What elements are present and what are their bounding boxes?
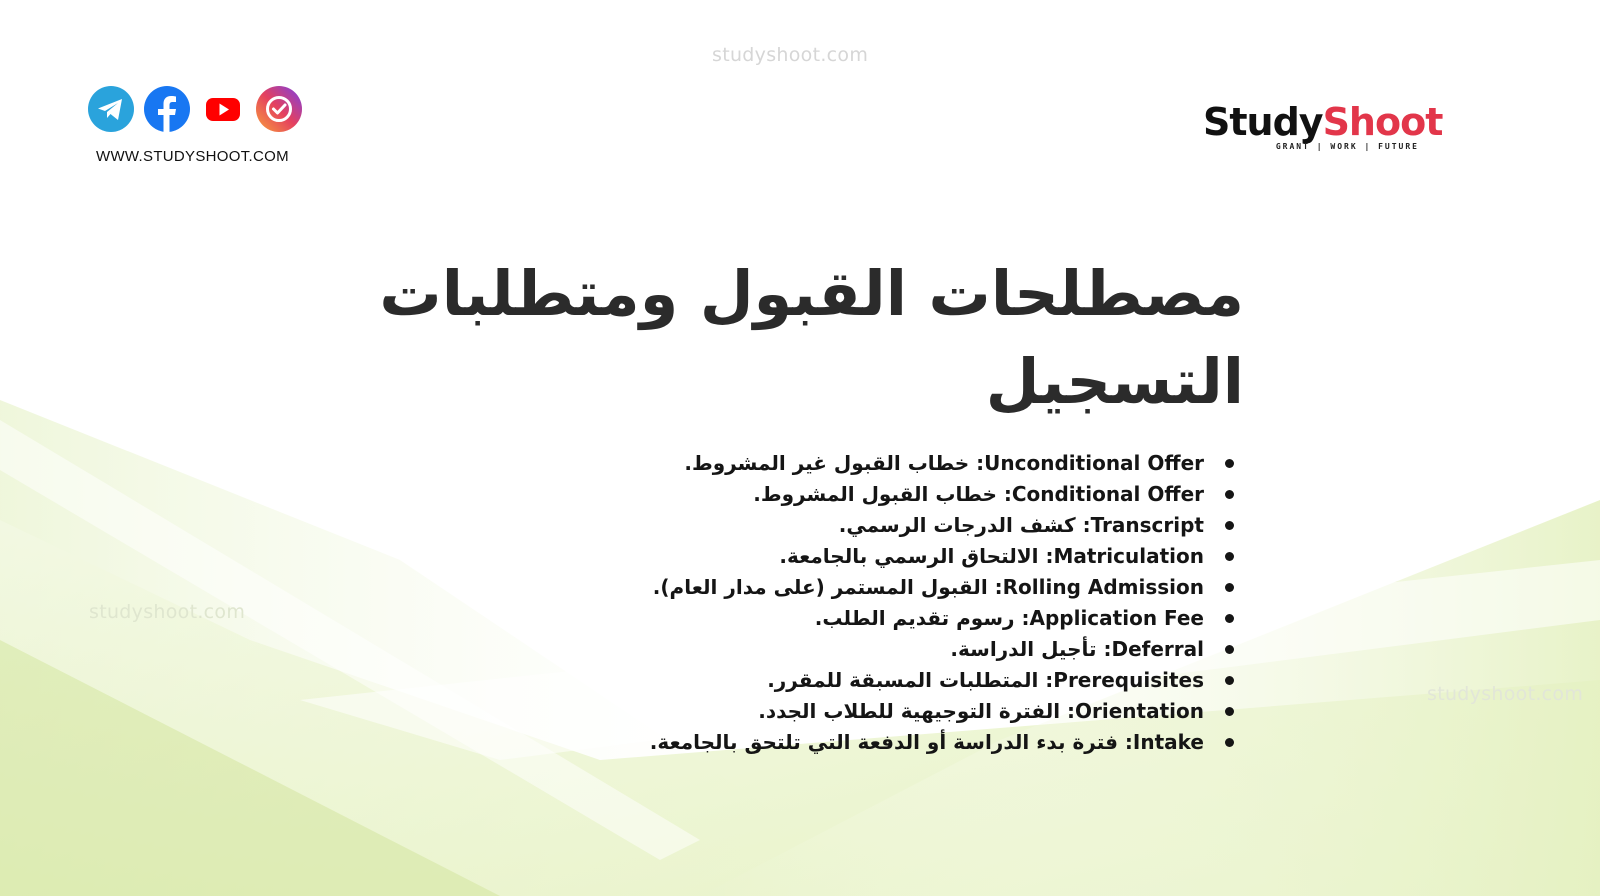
term-en: Unconditional Offer xyxy=(984,451,1204,475)
watermark: studyshoot.com xyxy=(89,601,246,623)
website-url[interactable]: WWW.STUDYSHOOT.COM xyxy=(96,148,289,165)
list-item xyxy=(650,510,1234,541)
term-en: Prerequisites xyxy=(1053,668,1204,692)
page-title: مصطلحات القبول ومتطلبات التسجيل xyxy=(379,257,1244,418)
bullet xyxy=(1225,521,1234,530)
list-item xyxy=(650,665,1234,696)
bullet xyxy=(1225,490,1234,499)
term-ar: : خطاب القبول غير المشروط. xyxy=(684,451,985,475)
social-icons xyxy=(88,86,302,132)
list-item xyxy=(650,479,1234,510)
list-item xyxy=(650,696,1234,727)
term-ar: : المتطلبات المسبقة للمقرر. xyxy=(767,668,1054,692)
facebook-icon[interactable] xyxy=(144,86,190,132)
telegram-icon[interactable] xyxy=(88,86,134,132)
logo-tagline: GRANT | WORK | FUTURE xyxy=(1275,142,1419,151)
bullet xyxy=(1225,676,1234,685)
term-ar: : تأجيل الدراسة. xyxy=(950,637,1112,661)
bullet xyxy=(1225,614,1234,623)
bullet xyxy=(1225,583,1234,592)
list-item xyxy=(650,448,1234,479)
term-ar: : رسوم تقديم الطلب. xyxy=(814,606,1030,630)
studyshoot-logo xyxy=(1203,100,1443,151)
logo-shoot: Shoot xyxy=(1322,100,1443,144)
bullet xyxy=(1225,459,1234,468)
terms-list xyxy=(650,448,1234,758)
logo-study: Study xyxy=(1203,100,1323,144)
bullet xyxy=(1225,707,1234,716)
term-ar: : فترة بدء الدراسة أو الدفعة التي تلتحق بالجامعة. xyxy=(649,730,1133,754)
logo-wordmark xyxy=(1203,100,1443,144)
term-ar: : كشف الدرجات الرسمي. xyxy=(838,513,1091,537)
term-ar: : الفترة التوجيهية للطلاب الجدد. xyxy=(758,699,1076,723)
watermark: studyshoot.com xyxy=(712,44,869,66)
list-item xyxy=(650,634,1234,665)
term-en: Orientation xyxy=(1075,699,1204,723)
list-item xyxy=(650,541,1234,572)
bullet xyxy=(1225,738,1234,747)
list-item xyxy=(650,603,1234,634)
term-ar: : خطاب القبول المشروط. xyxy=(753,482,1012,506)
term-en: Rolling Admission xyxy=(1002,575,1204,599)
instagram-icon[interactable] xyxy=(256,86,302,132)
term-en: Intake xyxy=(1132,730,1204,754)
youtube-icon[interactable] xyxy=(200,86,246,132)
list-item xyxy=(650,572,1234,603)
term-en: Transcript xyxy=(1090,513,1204,537)
term-ar: : القبول المستمر (على مدار العام). xyxy=(652,575,1003,599)
term-en: Deferral xyxy=(1111,637,1204,661)
term-en: Matriculation xyxy=(1053,544,1204,568)
term-ar: : الالتحاق الرسمي بالجامعة. xyxy=(779,544,1054,568)
bullet xyxy=(1225,552,1234,561)
list-item xyxy=(650,727,1234,758)
bullet xyxy=(1225,645,1234,654)
term-en: Application Fee xyxy=(1029,606,1204,630)
watermark: studyshoot.com xyxy=(1427,683,1584,705)
term-en: Conditional Offer xyxy=(1011,482,1204,506)
